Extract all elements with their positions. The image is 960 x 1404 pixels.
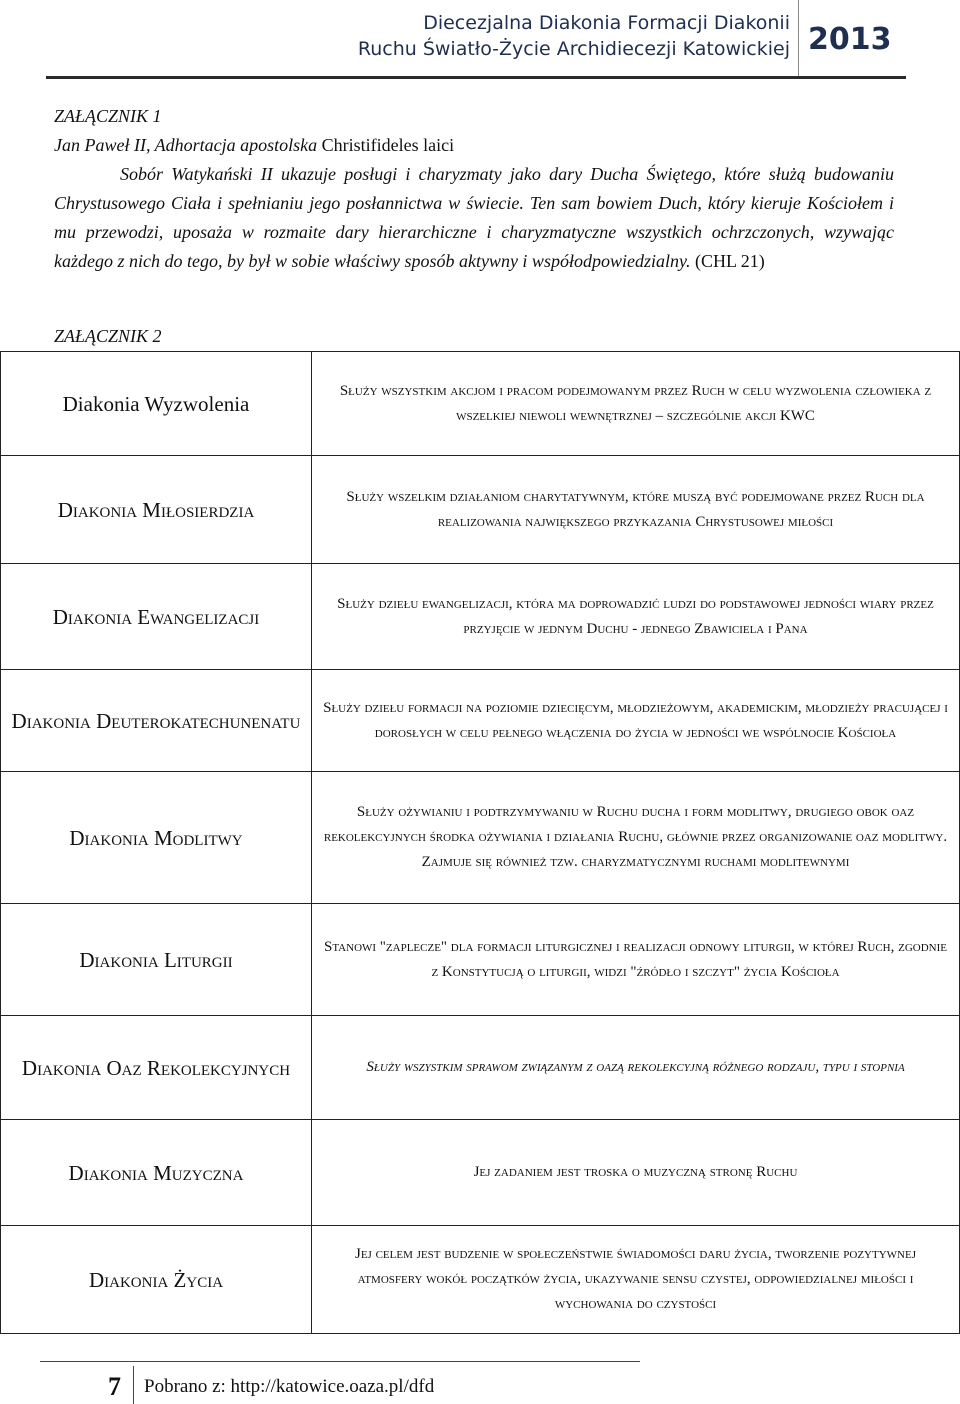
footer-divider <box>133 1366 134 1404</box>
diakonia-name-cell <box>1 670 312 772</box>
header-title-line2: Ruchu Światło-Życie Archidiecezji Katowickiej <box>357 38 790 60</box>
diakonia-description: Służy dziełu ewangelizacji, która ma doprowadzić ludzi do podstawowej jedności wiary przez przyjęcie w jednym Duchu - jednego Zbawiciela i Pana <box>337 595 934 637</box>
page-number: 7 <box>108 1372 121 1401</box>
attachment-1-source-prefix: Jan Paweł II, Adhortacja apostolska <box>54 135 318 155</box>
attachment-1-label: ZAŁĄCZNIK 1 <box>54 106 162 126</box>
diakonia-description: Służy ożywianiu i podtrzymywaniu w Ruchu ducha i form modlitwy, drugiego obok oaz rekolekcyjnych środka ożywiania i działania Ruchu, głównie przez organizowanie oaz modlitwy. Zajmuje się również tzw. charyzmatycznymi ruchami modlitewnymi <box>323 804 948 870</box>
header-divider <box>798 0 799 78</box>
diakonia-description: Służy wszystkim sprawom związanym z oazą rekolekcyjną różnego rodzaju, typu i stopnia <box>366 1059 905 1075</box>
diakonia-name-cell <box>1 564 312 670</box>
diakonia-row <box>1 904 960 1016</box>
diakonia-name: Diakonia Muzyczna <box>68 1160 244 1185</box>
header-title-line1: Diecezjalna Diakonia Formacji Diakonii <box>423 12 790 34</box>
diakonia-name: Diakonia Miłosierdzia <box>57 497 255 522</box>
diakonia-description: Służy dziełu formacji na poziomie dziecięcym, młodzieżowym, akademickim, młodzieży pracującej i dorosłych w celu pełnego włączenia do życia w jedności we wspólnocie Kościoła <box>323 699 948 741</box>
diakonia-row <box>1 564 960 670</box>
attachment-1 <box>54 102 894 276</box>
diakonia-description-cell <box>312 456 960 564</box>
diakonia-description: Służy wszystkim akcjom i pracom podejmowanym przez Ruch w celu wyzwolenia człowieka z wszelkiej niewoli wewnętrznej – szczególnie akcji KWC <box>339 382 932 424</box>
diakonia-description: Jej celem jest budzenie w społeczeństwie świadomości daru życia, tworzenie pozytywnej atmosfery wokół początków życia, ukazywanie sensu czystej, odpowiedzialnej miłości i wychowania do czystości <box>355 1246 916 1312</box>
diakonia-name-cell <box>1 772 312 904</box>
diakonia-table <box>0 351 960 1334</box>
attachment-1-source-title: Christifideles laici <box>321 135 455 155</box>
diakonia-description-cell <box>312 1120 960 1226</box>
diakonia-description-cell <box>312 352 960 456</box>
diakonia-description-cell <box>312 1226 960 1334</box>
diakonia-row <box>1 670 960 772</box>
diakonia-name-cell <box>1 1226 312 1334</box>
attachment-1-source <box>54 131 894 160</box>
diakonia-description-cell <box>312 772 960 904</box>
diakonia-name: Diakonia Modlitwy <box>69 825 243 850</box>
diakonia-name-cell <box>1 456 312 564</box>
header-rule <box>46 76 906 79</box>
attachment-2-label: ZAŁĄCZNIK 2 <box>54 326 162 346</box>
diakonia-name: Diakonia Życia <box>88 1267 224 1292</box>
page-header <box>0 0 960 78</box>
diakonia-table-body <box>1 352 960 1334</box>
diakonia-name: Diakonia Oaz Rekolekcyjnych <box>21 1055 291 1080</box>
footer-source: Pobrano z: http://katowice.oaza.pl/dfd <box>144 1376 435 1397</box>
diakonia-name: Diakonia Deuterokatechunenatu <box>11 708 301 733</box>
diakonia-row <box>1 1226 960 1334</box>
footer-rule <box>40 1361 640 1362</box>
attachment-1-quote-block <box>54 160 894 276</box>
header-year: 2013 <box>808 22 892 57</box>
diakonia-description: Służy wszelkim działaniom charytatywnym, które muszą być podejmowane przez Ruch dla realizowania największego przykazania Chrystusowej miłości <box>346 488 925 530</box>
diakonia-description: Stanowi "zaplecze" dla formacji liturgicznej i realizacji odnowy liturgii, w której Ruch, zgodnie z Konstytucją o liturgii, widzi "źródło i szczyt" życia Kościoła <box>324 938 947 980</box>
diakonia-name: Diakonia Ewangelizacji <box>52 604 260 629</box>
diakonia-row <box>1 1016 960 1120</box>
diakonia-name: Diakonia Wyzwolenia <box>62 391 250 416</box>
diakonia-description-cell <box>312 904 960 1016</box>
diakonia-name-cell <box>1 1016 312 1120</box>
diakonia-description: Jej zadaniem jest troska o muzyczną stronę Ruchu <box>473 1164 798 1180</box>
diakonia-name: Diakonia Liturgii <box>79 947 233 972</box>
diakonia-row <box>1 352 960 456</box>
diakonia-description-cell <box>312 1016 960 1120</box>
attachment-1-quote: Sobór Watykański II ukazuje posługi i charyzmaty jako dary Ducha Świętego, które służą budowaniu Chrystusowego Ciała i spełnianiu jego posłannictwa w świecie. Ten sam bowiem Duch, który kieruje Kościołem i mu przewodzi, uposaża w rozmaite dary hierarchiczne i charyzmatyczne wszystkich ochrzczonych, wzywając każdego z nich do tego, by był w sobie właściwy sposób aktywny i współodpowiedzialny. <box>54 164 894 271</box>
diakonia-row <box>1 456 960 564</box>
attachment-1-citation: (CHL 21) <box>690 251 765 271</box>
diakonia-row <box>1 1120 960 1226</box>
diakonia-description-cell <box>312 564 960 670</box>
diakonia-row <box>1 772 960 904</box>
diakonia-description-cell <box>312 670 960 772</box>
diakonia-name-cell <box>1 1120 312 1226</box>
diakonia-name-cell <box>1 352 312 456</box>
diakonia-name-cell <box>1 904 312 1016</box>
header-title <box>90 10 790 62</box>
